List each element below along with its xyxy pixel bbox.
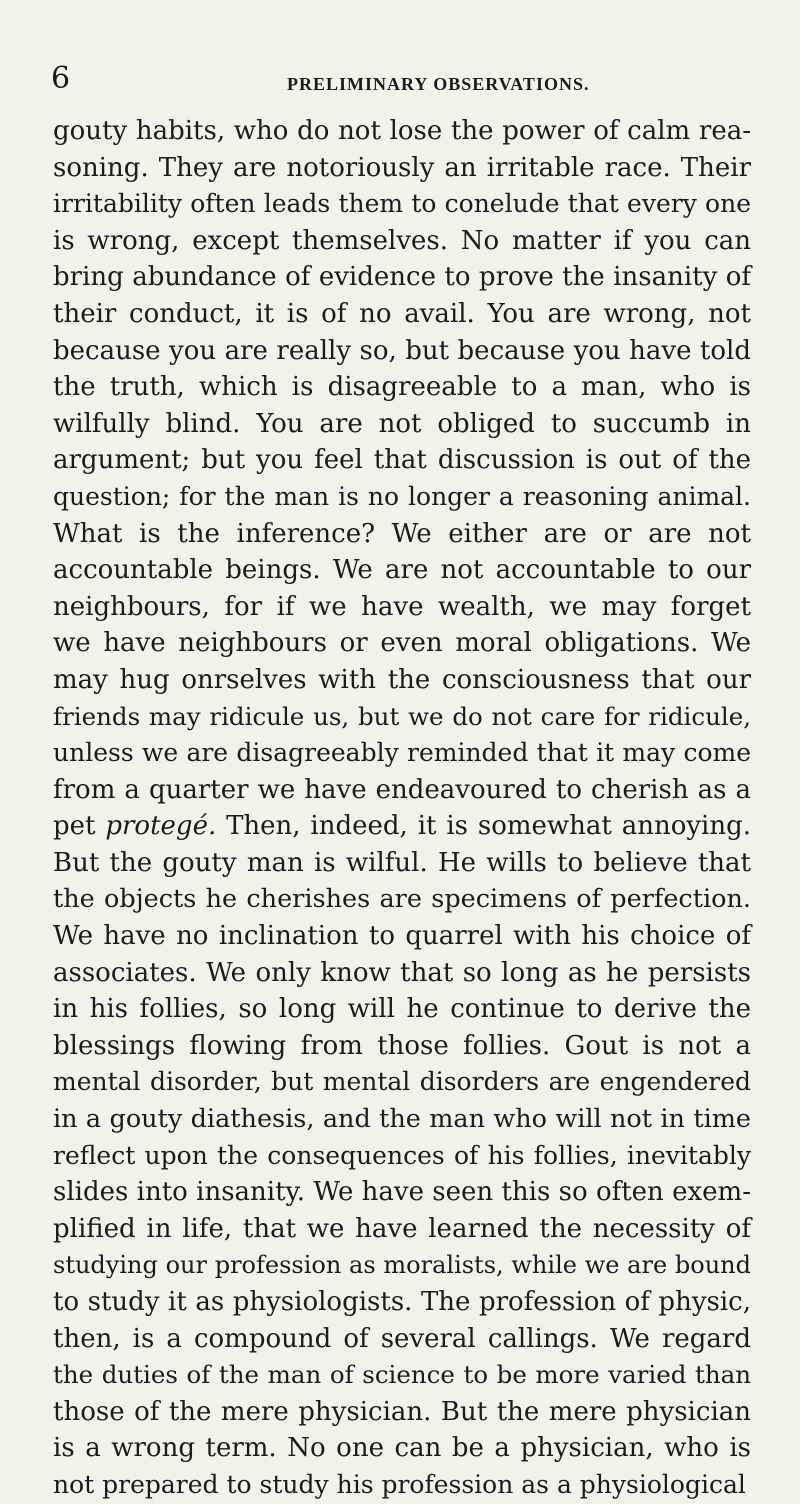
text-line: question; for the man is no longer a reasoning animal. xyxy=(53,481,751,511)
text-line: mental disorder, but mental disorders are engendered xyxy=(53,1067,751,1097)
text-line: irritability often leads them to conelude that every one xyxy=(53,189,751,219)
text-line: in his follies, so long will he continue to derive the xyxy=(53,994,751,1025)
text-line: the duties of the man of science to be more varied than xyxy=(53,1360,751,1390)
text-line: not prepared to study his profession as a physiological xyxy=(53,1469,746,1499)
text-line: unless we are disagreeably reminded that it may come xyxy=(53,738,751,768)
text-line: studying our profession as moralists, while we are bound xyxy=(53,1251,751,1280)
text-line: neighbours, for if we have wealth, we may forget xyxy=(53,591,751,622)
text-line-with-italic xyxy=(53,808,751,845)
text-line: is a wrong term. No one can be a physician, who is xyxy=(53,1433,751,1464)
text-line: in a gouty diathesis, and the man who will not in time xyxy=(53,1104,751,1135)
text-line: argument; but you feel that discussion is out of the xyxy=(53,445,751,476)
text-line: wilfully blind. You are not obliged to succumb in xyxy=(53,408,751,439)
text-line: accountable beings. We are not accountable to our xyxy=(53,555,751,586)
italic-term: protegé. xyxy=(105,811,217,842)
text-segment: Then, indeed, it is somewhat annoying. xyxy=(216,811,752,842)
running-head xyxy=(51,61,751,104)
text-line: slides into insanity. We have seen this so often exem- xyxy=(53,1177,751,1208)
text-line: reflect upon the consequences of his follies, inevitably xyxy=(53,1140,751,1170)
text-line: bring abundance of evidence to prove the insanity of xyxy=(53,262,751,293)
text-line: from a quarter we have endeavoured to cherish as a xyxy=(53,774,751,805)
text-line: blessings flowing from those follies. Gout is not a xyxy=(53,1030,751,1061)
text-line: those of the mere physician. But the mere physician xyxy=(53,1396,751,1427)
running-head-title: PRELIMINARY OBSERVATIONS. xyxy=(287,74,590,94)
text-line: gouty habits, who do not lose the power of calm rea- xyxy=(53,116,751,146)
text-line: associates. We only know that so long as he persists xyxy=(53,957,751,988)
text-line: friends may ridicule us, but we do not care for ridicule, xyxy=(53,701,751,731)
text-line: then, is a compound of several callings. We regard xyxy=(53,1323,751,1354)
text-line: is wrong, except themselves. No matter if you can xyxy=(53,225,751,256)
text-line: But the gouty man is wilful. He wills to believe that xyxy=(53,847,751,878)
text-line: we have neighbours or even moral obligations. We xyxy=(53,628,751,659)
text-line: their conduct, it is of no avail. You are wrong, not xyxy=(53,298,751,329)
text-line: may hug onrselves with the consciousness that our xyxy=(53,664,751,695)
text-segment: pet xyxy=(53,811,106,842)
text-line: to study it as physiologists. The profession of physic, xyxy=(53,1287,751,1317)
page-number: 6 xyxy=(51,61,71,96)
text-line: We have no inclination to quarrel with his choice of xyxy=(53,921,751,952)
text-line: soning. They are notoriously an irritable race. Their xyxy=(53,152,751,183)
body-text xyxy=(53,113,751,1504)
text-line: What is the inference? We either are or are not xyxy=(53,518,751,549)
text-line: because you are really so, but because you have told xyxy=(53,335,751,366)
text-line: the objects he cherishes are specimens of perfection. xyxy=(53,884,751,915)
text-line: plified in life, that we have learned the necessity of xyxy=(53,1213,751,1244)
text-line: the truth, which is disagreeable to a man, who is xyxy=(53,372,751,403)
